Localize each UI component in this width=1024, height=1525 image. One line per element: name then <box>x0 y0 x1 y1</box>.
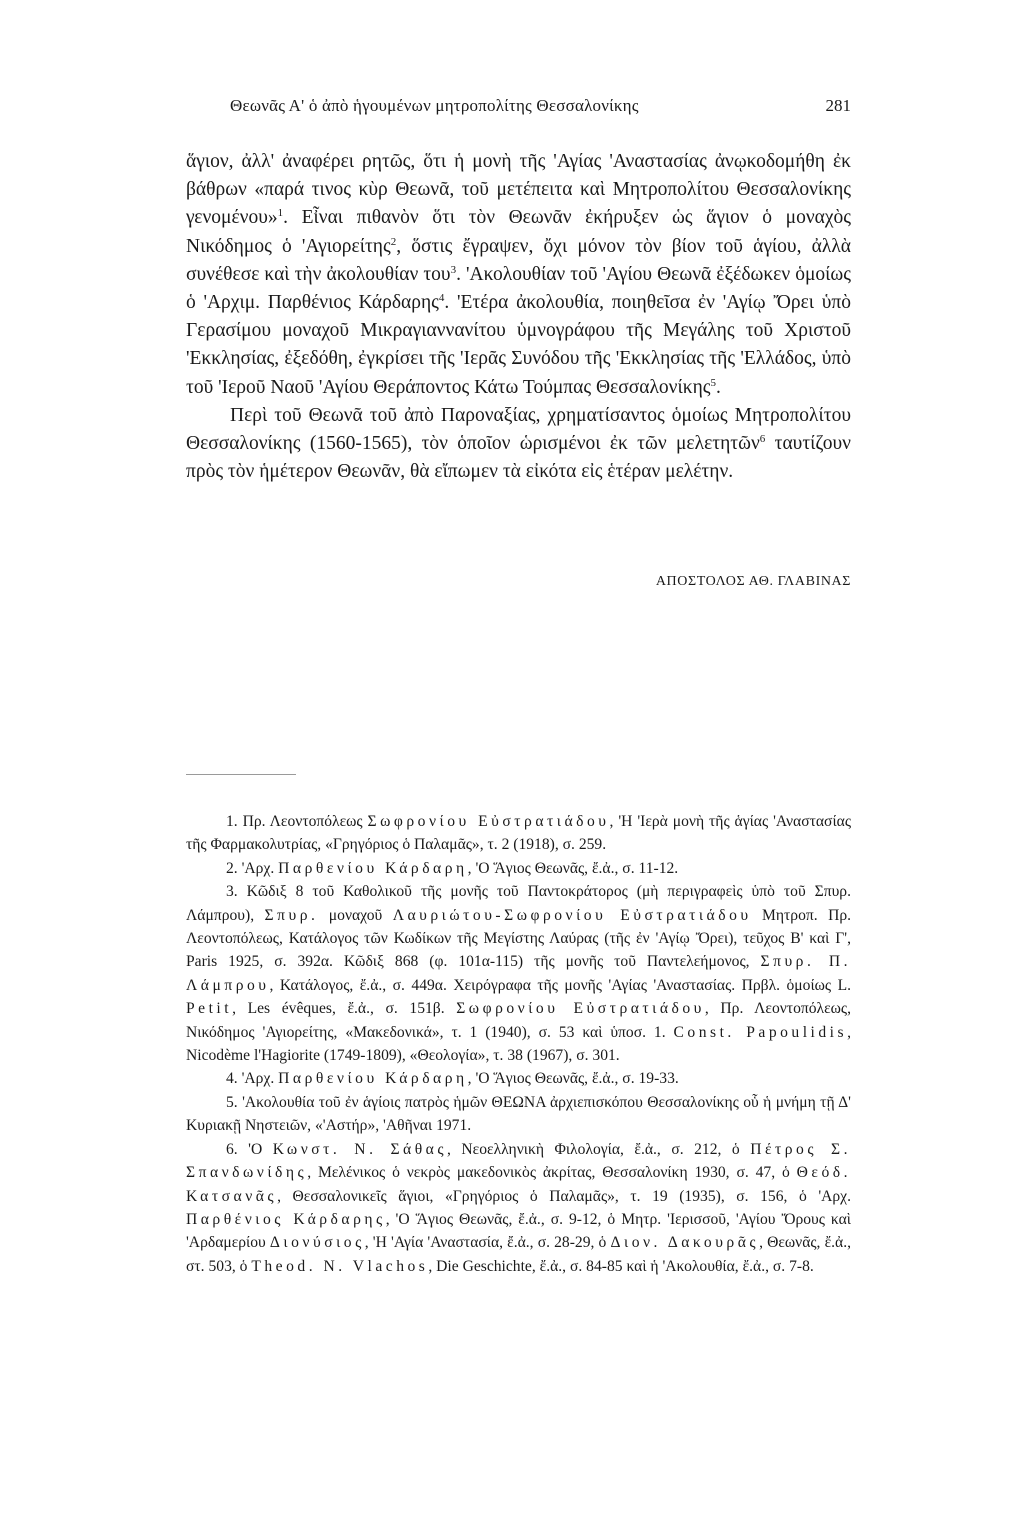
spaced-name: Θεόδ. Κατσανᾶς <box>186 1164 851 1205</box>
footnote-ref-2: 2 <box>390 235 397 248</box>
footnote-ref-5: 5 <box>710 376 716 389</box>
footnote-divider <box>186 774 296 775</box>
spaced-name: Σπυρ. <box>264 906 319 924</box>
spaced-name: Παρθένιος Κάρδαρης <box>186 1210 386 1228</box>
text-run: . 'Ακολουθίαν τοῦ 'Αγίου Θεωνᾶ ἐξέδωκεν ὁμοίως ὁ 'Αρχιμ. Παρθένιος Κάρδαρης <box>186 263 851 314</box>
text-run: Μητροπ. Πρ. Λεοντοπόλεως, Κατάλογος τῶν Κωδίκων τῆς Μεγίστης Λαύρας (τῆς ἐν 'Αγίῳ Ὄρει), τεῦχος Β' καὶ Γ', Paris 1925, σ. 392α. Κῶδιξ 868 (φ. 101α-115) τῆς μονῆς τοῦ Παντελεήμονος, <box>186 906 852 971</box>
footnote-3 <box>186 880 851 1067</box>
text-run: ταυτίζουν πρὸς τὸν ἡμέτερον Θεωνᾶν, θὰ εἴπωμεν τὰ εἰκότα εἰς ἑτέραν μελέτην. <box>186 433 851 483</box>
text-run: 1. Πρ. Λεοντοπόλεως <box>226 813 368 830</box>
page-number: 281 <box>825 96 851 115</box>
text-run: 2. 'Αρχ. <box>226 859 279 877</box>
spaced-name: Petit <box>186 1000 233 1018</box>
text-run: , 'Η 'Ιερὰ μονὴ τῆς ἁγίας 'Αναστασίας τῆς Φαρμακολυτρίας, «Γρηγόριος ὁ Παλαμᾶς», τ. 2 (1918), σ. 259. <box>186 813 851 854</box>
footnote-5 <box>186 1091 851 1138</box>
text-run: , Die Geschichte, ἔ.ἀ., σ. 84-85 καὶ ἡ 'Ακολουθία, ἔ.ἀ., σ. 7-8. <box>428 1257 814 1275</box>
text-run: , Μελένικος ὁ νεκρὸς μακεδονικὸς ἀκρίτας, Θεσσαλονίκη 1930, σ. 47, ὁ <box>307 1164 797 1182</box>
text-run: . Εἶναι πιθανὸν ὅτι τὸν Θεωνᾶν ἐκήρυξεν ὡς ἅγιον ὁ μοναχὸς Νικόδημος ὁ 'Αγιορείτης <box>186 207 851 257</box>
spaced-name: Const. Papoulidis <box>673 1023 848 1041</box>
author-signature: ΑΠΟΣΤΟΛΟΣ ΑΘ. ΓΛΑΒΙΝΑΣ <box>655 574 851 589</box>
text-run: , Nicodème l'Hagiorite (1749-1809), «Θεολογία», τ. 38 (1967), σ. 301. <box>186 1023 851 1065</box>
text-run: , 'Ο Ἅγιος Θεωνᾶς, ἔ.ἀ., σ. 19-33. <box>467 1070 679 1088</box>
spaced-name: Σωφρονίου Εὐστρατιάδου <box>367 813 610 830</box>
text-run: , Κατάλογος, ἔ.ἀ., σ. 449α. Χειρόγραφα τῆς μονῆς 'Αγίας 'Αναστασίας. Πρβλ. ὁμοίως L. <box>269 976 851 994</box>
spaced-name: Διονύσιος <box>269 1234 365 1252</box>
footnote-6 <box>186 1138 851 1278</box>
text-run: 4. 'Αρχ. <box>226 1070 279 1088</box>
spaced-name: Λαυριώτου-Σωφρονίου Εὐστρατιάδου <box>392 906 752 924</box>
running-title: Θεωνᾶς Α' ὁ ἀπὸ ἡγουμένων μητροπολίτης Θεσσαλονίκης <box>230 96 639 115</box>
footnote-1 <box>186 810 851 857</box>
text-run: 6. 'Ο <box>226 1140 273 1158</box>
footnote-ref-6: 6 <box>759 433 766 446</box>
body-text <box>186 148 851 486</box>
footnote-4 <box>186 1067 851 1090</box>
text-run: 5. 'Ακολουθία τοῦ ἐν ἁγίοις πατρὸς ἡμῶν ΘΕΩΝΑ ἀρχιεπισκόπου Θεσσαλονίκης οὗ ἡ μνήμη τῇ Δ' Κυριακῇ Νηστειῶν, «'Αστήρ», 'Αθῆναι 1971. <box>186 1093 851 1135</box>
spaced-name: Διον. Δακουρᾶς <box>610 1234 760 1252</box>
paragraph-1 <box>186 148 851 402</box>
spaced-name: Παρθενίου Κάρδαρη <box>278 859 468 877</box>
text-run: 3. Κῶδιξ 8 τοῦ Καθολικοῦ τῆς μονῆς τοῦ Παντοκράτορος (μὴ περιγραφεὶς ὑπὸ τοῦ Σπυρ. Λάμπρου), <box>186 883 851 924</box>
text-run: , Πρ. Λεοντοπόλεως, Νικόδημος 'Αγιορείτης, «Μακεδονικά», τ. 1 (1940), σ. 53 καὶ ὑποσ. 1. <box>186 1000 851 1041</box>
text-run: , ὅστις ἔγραψεν, ὄχι μόνον τὸν βίον τοῦ ἁγίου, ἀλλὰ συνέθεσε καὶ τὴν ἀκολουθίαν του <box>186 235 851 285</box>
spaced-name: Theod. N. Vlachos <box>251 1257 429 1275</box>
text-run: . <box>716 376 721 398</box>
footnote-ref-1: 1 <box>277 207 284 220</box>
spaced-name: Σωφρονίου Εὐστρατιάδου <box>456 1000 705 1018</box>
footnotes <box>186 810 851 1278</box>
running-head <box>186 96 851 120</box>
text-run: . 'Ετέρα ἀκολουθία, ποιηθεῖσα ἐν 'Αγίῳ Ὄρει ὑπὸ Γερασίμου μοναχοῦ Μικραγιαννανίτου ὑμνογράφου τῆς Μεγάλης τοῦ Χριστοῦ 'Εκκλησίας, ἐξεδόθη, ἐγκρίσει τῆς 'Ιερᾶς Συνόδου τῆς 'Εκκλησίας τῆς 'Ελλάδος, ὑπὸ τοῦ 'Ιεροῦ Ναοῦ 'Αγίου Θεράποντος Κάτω Τούμπας Θεσσαλονίκης <box>186 292 852 398</box>
text-run: ἅγιον, ἀλλ' ἀναφέρει ρητῶς, ὅτι ἡ μονὴ τῆς 'Αγίας 'Αναστασίας ἀνῳκοδομήθη ἐκ βάθρων «παρά τινος κὺρ Θεωνᾶ, τοῦ μετέπειτα καὶ Μητροπολίτου Θεσσαλονίκης γενομένου» <box>186 151 851 229</box>
footnote-ref-4: 4 <box>438 292 445 305</box>
paragraph-2 <box>186 402 851 487</box>
text-run: , 'Ο Ἅγιος Θεωνᾶς, ἔ.ἀ., σ. 11-12. <box>467 859 679 877</box>
text-run: , 'Η 'Αγία 'Αναστασία, ἔ.ἀ., σ. 28-29, ὁ <box>364 1234 611 1252</box>
spaced-name: Κωνστ. Ν. Σάθας <box>272 1140 448 1158</box>
footnote-2 <box>186 857 851 880</box>
text-run: μοναχοῦ <box>318 906 393 924</box>
text-run: , 'Ο Ἅγιος Θεωνᾶς, ἔ.ἀ., σ. 9-12, ὁ Μητρ. 'Ιερισσοῦ, 'Αγίου Ὄρους καὶ 'Αρδαμερίου <box>186 1210 851 1252</box>
text-run: , Νεοελληνικὴ Φιλολογία, ἔ.ἀ., σ. 212, ὁ <box>447 1140 751 1158</box>
text-run: Περὶ τοῦ Θεωνᾶ τοῦ ἀπὸ Παροναξίας, χρηματίσαντος ὁμοίως Μητροπολίτου Θεσσαλονίκης (1560-1565), τὸν ὁποῖον ὡρισμένοι ἐκ τῶν μελετητῶν <box>186 404 851 455</box>
text-run: , Θεσσαλονικεῖς ἅγιοι, «Γρηγόριος ὁ Παλαμᾶς», τ. 19 (1935), σ. 156, ὁ 'Αρχ. <box>277 1187 851 1205</box>
footnote-ref-3: 3 <box>450 263 457 276</box>
spaced-name: Πέτρος Σ. Σπανδωνίδης <box>186 1140 851 1182</box>
spaced-name: Σπυρ. Π. Λάμπρου <box>186 953 851 994</box>
spaced-name: Παρθενίου Κάρδαρη <box>278 1070 468 1088</box>
text-run: , Θεωνᾶς, ἔ.ἀ., στ. 503, ὁ <box>186 1234 851 1275</box>
text-run: , Les évêques, ἔ.ἀ., σ. 151β. <box>232 1000 457 1018</box>
